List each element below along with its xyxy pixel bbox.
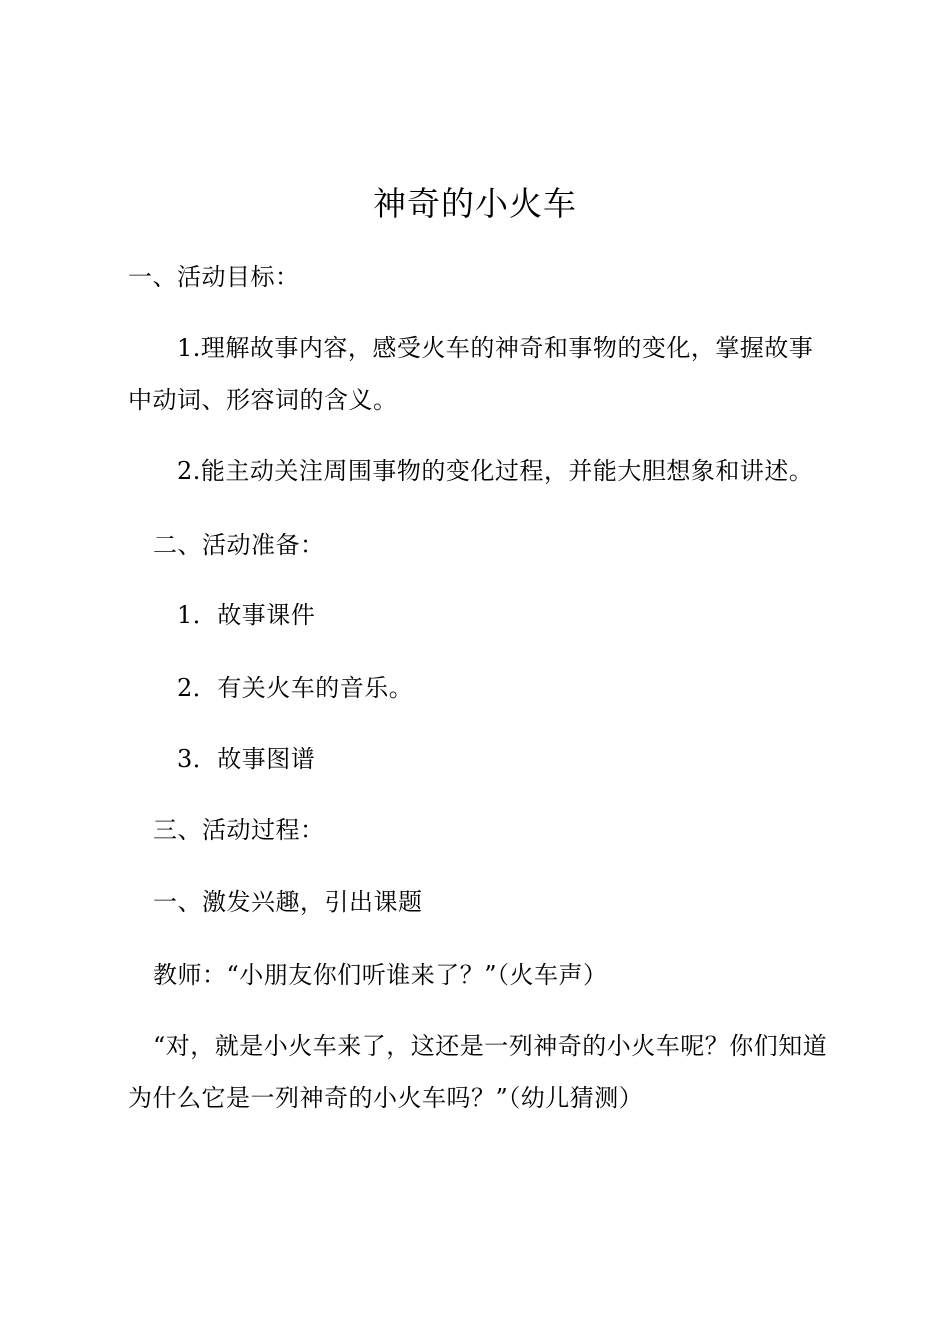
prep-item-2: 2．有关火车的音乐。 (177, 674, 414, 702)
section-heading-goals: 一、活动目标： (128, 263, 300, 291)
goal-item-1: 1.理解故事内容，感受火车的神奇和事物的变化，掌握故事中动词、形容词的含义。 (128, 334, 814, 414)
section-heading-process: 三、活动过程： (153, 816, 325, 844)
teacher-dialogue: 教师：“小朋友你们听谁来了？”（火车声） (153, 961, 608, 989)
step-heading-1: 一、激发兴趣，引出课题 (153, 888, 423, 916)
dialogue-paragraph: “对，就是小火车来了，这还是一列神奇的小火车呢？你们知道为什么它是一列神奇的小火车吗？”（幼儿猜测） (128, 1032, 828, 1112)
document-title: 神奇的小火车 (373, 184, 577, 223)
prep-item-3: 3．故事图谱 (177, 745, 316, 773)
prep-item-1: 1．故事课件 (177, 601, 316, 629)
goal-item-2: 2.能主动关注周围事物的变化过程，并能大胆想象和讲述。 (177, 457, 814, 485)
section-heading-preparation: 二、活动准备： (153, 531, 325, 559)
